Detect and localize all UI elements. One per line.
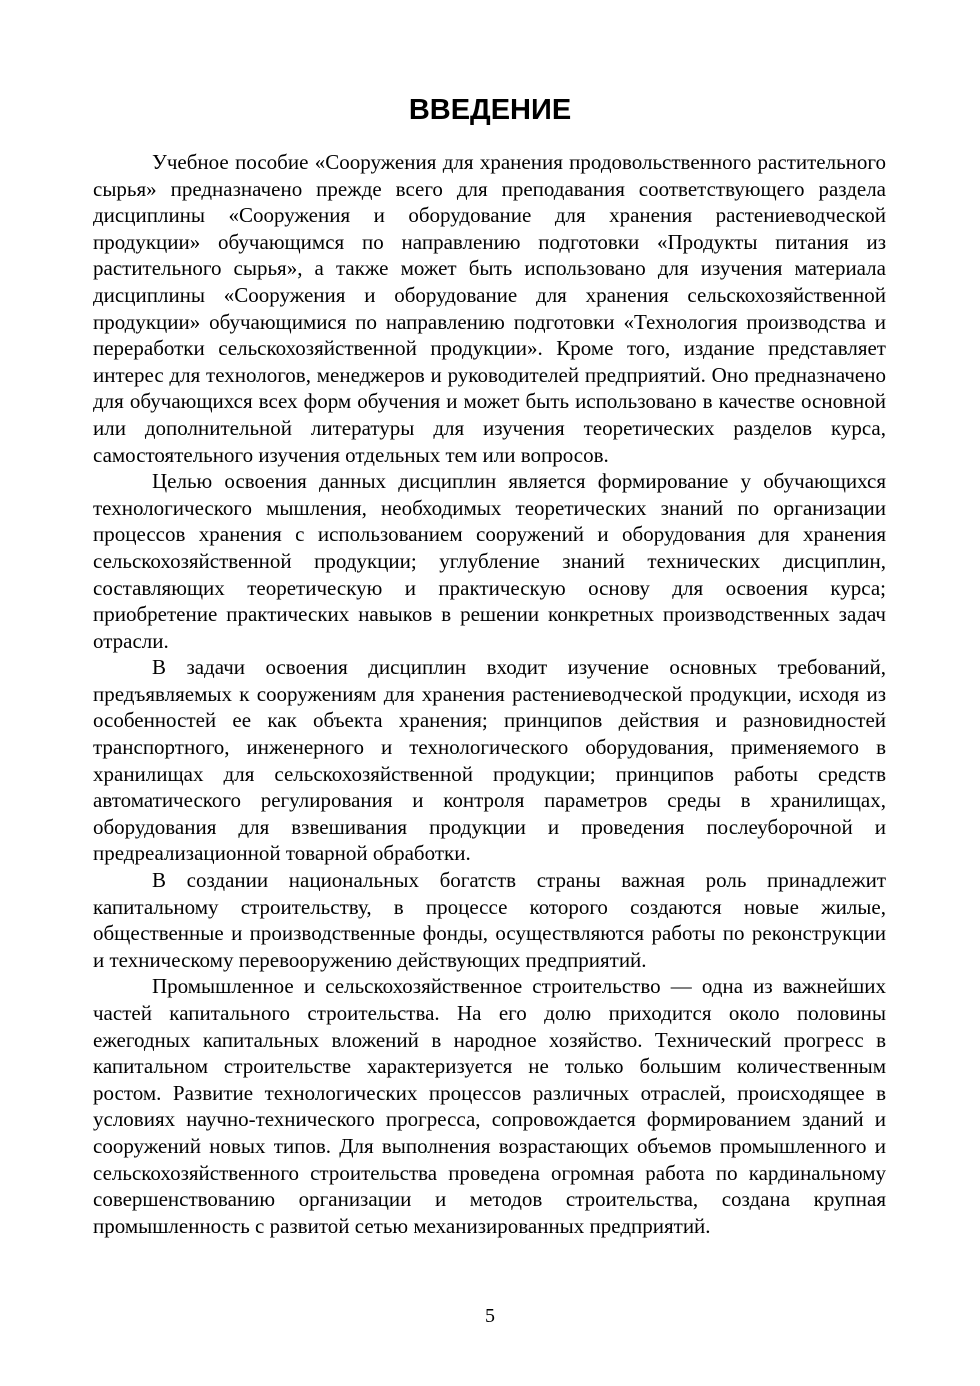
paragraph-goal: Целью освоения данных дисциплин является формирование у обучающихся технологического мышления, необходимых теоретических знаний по организации процессов хранения с использованием сооружений и оборудования для хранения сельскохозяйственной продукции; углубление знаний технических дисциплин, составляющих теоретическую и практическую основу для освоения курса; приобретение практических навыков в решении конкретных производственных задач отрасли. (93, 469, 886, 653)
page-number: 5 (485, 1305, 495, 1327)
paragraph-tasks: В задачи освоения дисциплин входит изучение основных требований, предъявляемых к сооружениям для хранения растениеводческой продукции, исходя из особенностей ее как объекта хранения; принципов действия и разновидностей транспортного, инженерного и технологического оборудования, применяемого в хранилищах для сельскохозяйственной продукции; принципов работы средств автоматического регулирования и контроля параметров среды в хранилищах, оборудования для взвешивания продукции и проведения послеуборочной и предреализационной товарной обработки. (93, 655, 886, 866)
paragraph-industrial-construction: Промышленное и сельскохозяйственное строительство — одна из важнейших частей капитального строительства. На его долю приходится около половины ежегодных капитальных вложений в народное хозяйство. Технический прогресс в капитальном строительстве характеризуется не только большим количественным ростом. Развитие технологических процессов различных отраслей, происходящее в условиях научно-технического прогресса, сопровождается формированием зданий и сооружений новых типов. Для выполнения возрастающих объемов промышленного и сельскохозяйственного строительства проведена огромная работа по кардинальному совершенствованию организации и методов строительства, создана крупная промышленность с развитой сетью механизированных предприятий. (93, 974, 886, 1238)
section-title: ВВЕДЕНИЕ (408, 94, 572, 126)
body-text (93, 149, 886, 1239)
paragraph-purpose: Учебное пособие «Сооружения для хранения продовольственного растительного сырья» предназначено прежде всего для преподавания соответствующего раздела дисциплины «Сооружения и оборудование для хранения растениеводческой продукции» обучающимся по направлению подготовки «Продукты питания из растительного сырья», а также может быть использовано для изучения материала дисциплины «Сооружения и оборудование для хранения сельскохозяйственной продукции» обучающимися по направлению подготовки «Технология производства и переработки сельскохозяйственной продукции». Кроме того, издание представляет интерес для технологов, менеджеров и руководителей предприятий. Оно предназначено для обучающихся всех форм обучения и может быть использовано в качестве основной или дополнительной литературы для изучения теоретических разделов курса, самостоятельного изучения отдельных тем или вопросов. (93, 150, 886, 467)
paragraph-capital-construction: В создании национальных богатств страны важная роль принадлежит капитальному строительству, в процессе которого создаются новые жилые, общественные и производственные фонды, осуществляются работы по реконструкции и техническому перевооружению действующих предприятий. (93, 868, 886, 972)
